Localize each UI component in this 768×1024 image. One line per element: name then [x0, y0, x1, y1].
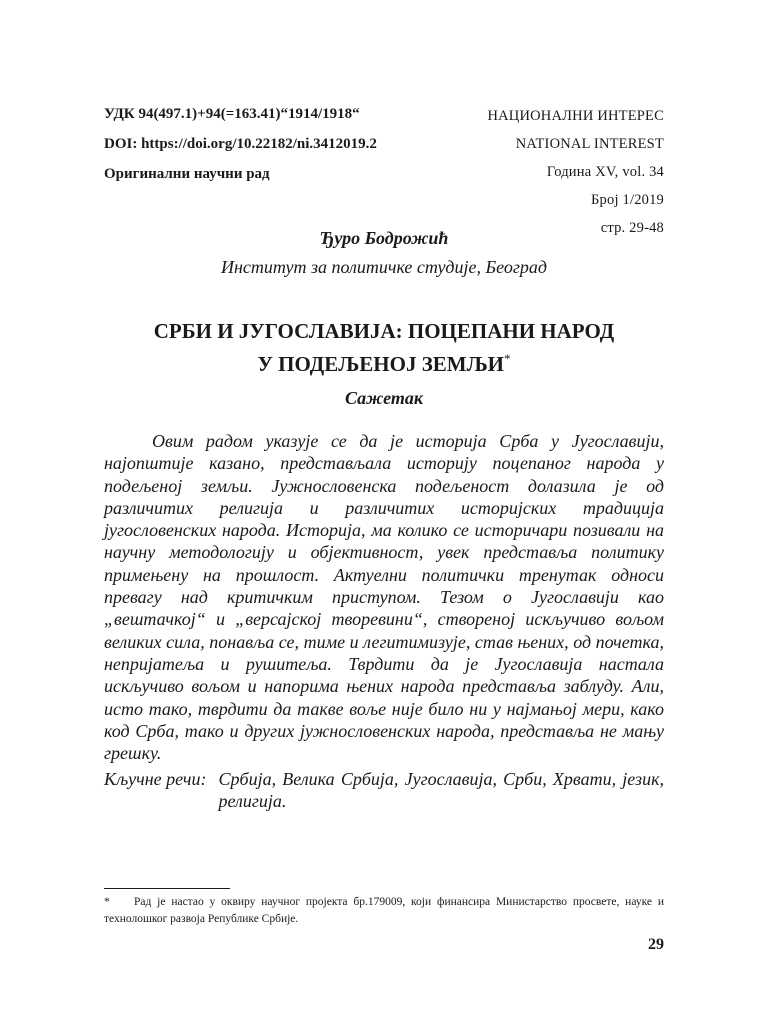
- title-footnote-mark[interactable]: *: [504, 351, 511, 366]
- author-name: Ђуро Бодрожић: [319, 228, 449, 248]
- title-line-2: У ПОДЕЉЕНОЈ ЗЕМЉИ: [257, 352, 505, 376]
- journal-volume: Година XV, vol. 34: [546, 164, 664, 180]
- abstract-text: Овим радом указује се да је историја Срба у Југославији, најопштије казано, представљала историју поцепаног народа у подељеној земљи. Јужнословенска подељеност долазила је од различитих религија и различитих историјских традиција југословенских народа. Историја, ма колико се историчари позивали на научну методологију и објективност, увек представља политику примењену на прошлост. Актуелни политички тренутак односи превагу над критичким приступом. Тезом о Југославији као „вештачкој“ и „версајској творевини“, створеној искључиво вољом великих сила, понавља се, тиме и легитимизује, став њених, од почетка, непријатеља и рушитеља. Тврдити да је Југославија настала искључиво вољом и напорима њених народа представља заблуду. Али, исто тако, тврдити да такве воље није било ни у најмањој мери, како код Срба, тако и других јужнословенских народа, представља не мању грешку.: [104, 431, 664, 764]
- article-metadata: [104, 104, 444, 194]
- udk-code: УДК 94(497.1)+94(=163.41)“1914/1918“: [104, 106, 360, 122]
- article-title: [104, 318, 664, 378]
- journal-pages: стр. 29-48: [600, 220, 664, 236]
- journal-metadata: [487, 106, 664, 246]
- journal-name-cyrillic: НАЦИОНАЛНИ ИНТЕРЕС: [487, 108, 664, 124]
- footnote-mark: *: [104, 896, 110, 908]
- keywords: [104, 768, 664, 812]
- keywords-label: Кључне речи:: [104, 769, 207, 789]
- author-affiliation: Институт за политичке студије, Београд: [221, 257, 547, 277]
- page-number: 29: [648, 936, 664, 953]
- journal-issue: Број 1/2019: [591, 192, 664, 208]
- footnote: [104, 894, 664, 928]
- abstract-heading: Сажетак: [345, 388, 423, 408]
- journal-name-latin: NATIONAL INTEREST: [515, 136, 664, 152]
- doi-link[interactable]: DOI: https://doi.org/10.22182/ni.3412019.2: [104, 136, 377, 152]
- footnote-text: Рад је настао у оквиру научног пројекта бр.179009, који финансира Министарство просвете, науке и технолошког развоја Републике Србије.: [104, 896, 664, 925]
- article-type: Оригинални научни рад: [104, 166, 270, 182]
- title-line-1: СРБИ И ЈУГОСЛАВИЈА: ПОЦЕПАНИ НАРОД: [153, 319, 615, 343]
- footnote-divider: [104, 888, 230, 889]
- keywords-text: Србија, Велика Србија, Југославија, Срби, Хрвати, језик, религија.: [218, 769, 664, 811]
